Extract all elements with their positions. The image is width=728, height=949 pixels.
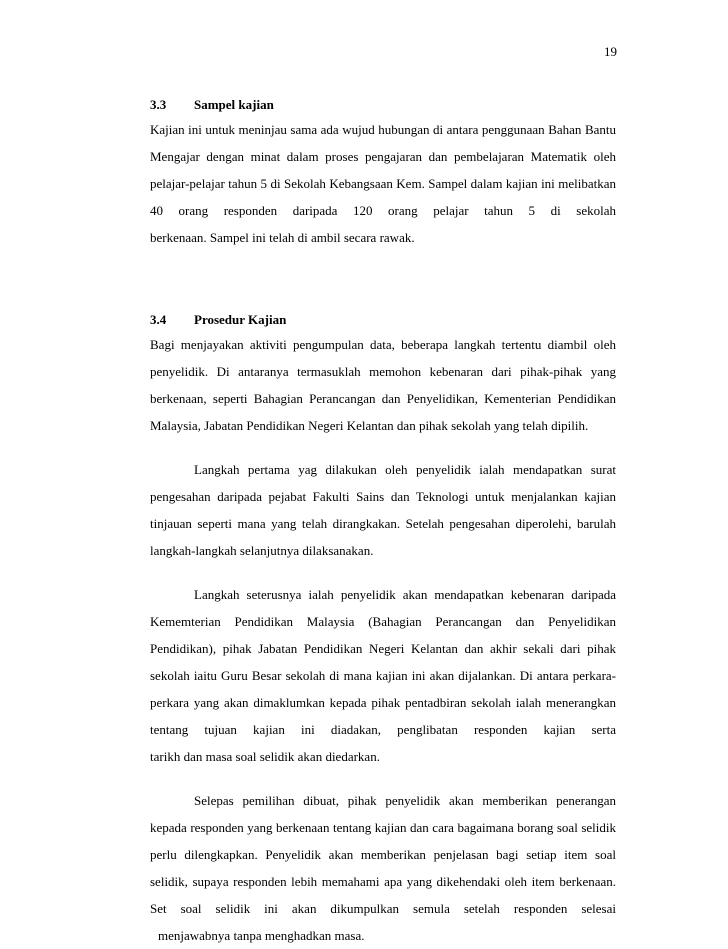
section-heading-3-4 xyxy=(150,309,616,331)
section-number: 3.4 xyxy=(150,312,167,327)
paragraph-langkah-seterusnya xyxy=(150,581,616,770)
section-heading-3-3 xyxy=(150,94,616,116)
text-line: selidik perlu dilengkapkan. Penyelidik akan memberikan penjelasan bagi setiap item xyxy=(150,820,616,862)
section-title: Sampel kajian xyxy=(194,97,274,112)
text-line: Bagi menjayakan aktiviti pengumpulan data, beberapa langkah tertentu diambil oleh xyxy=(150,337,616,352)
text-line: Bantu Mengajar dengan minat dalam proses pengajaran dan pembelajaran Matematik xyxy=(150,122,616,164)
text-line: langkah-langkah selanjutnya dilaksanakan. xyxy=(150,543,374,558)
text-line: Pendidikan), pihak Jabatan Pendidikan Negeri Kelantan dan akhir sekali dari pihak xyxy=(150,641,616,656)
text-line: berkenaan. Set soal selidik ini akan dikumpulkan semula setelah responden selesai xyxy=(150,874,617,916)
document-body xyxy=(150,94,616,949)
text-line: Langkah pertama yag dilakukan oleh penyelidik ialah mendapatkan surat xyxy=(194,462,616,477)
section-title: Prosedur Kajian xyxy=(194,312,287,327)
text-line: oleh pelajar-pelajar tahun 5 di Sekolah Kebangsaan Kem. Sampel dalam kajian ini xyxy=(150,149,617,191)
paragraph-selepas-pemilihan xyxy=(150,787,616,949)
text-line: soal selidik, supaya responden lebih memahami apa yang dikehendaki oleh item xyxy=(150,847,616,889)
text-line: Langkah seterusnya ialah penyelidik akan mendapatkan kebenaran daripada xyxy=(194,587,616,602)
text-line: tinjauan seperti mana yang telah dirangkakan. Setelah pengesahan diperolehi, barulah xyxy=(150,516,616,531)
paragraph-prosedur-intro xyxy=(150,331,616,439)
text-line: Kajian ini untuk meninjau sama ada wujud hubungan di antara penggunaan Bahan xyxy=(150,122,582,137)
text-line: perkara-perkara yang akan dimaklumkan kepada pihak pentadbiran sekolah ialah xyxy=(150,668,617,710)
paragraph-langkah-pertama xyxy=(150,456,616,564)
text-line: melibatkan 40 orang responden daripada 120 orang pelajar tahun 5 di sekolah xyxy=(150,176,616,218)
text-line: penyelidik. Di antaranya termasuklah memohon kebenaran dari pihak-pihak yang xyxy=(150,364,616,379)
text-line: Selepas pemilihan dibuat, pihak penyelidik akan memberikan penerangan xyxy=(194,793,616,808)
text-line: Kememterian Pendidikan Malaysia (Bahagian Perancangan dan Penyelidikan xyxy=(150,614,616,629)
section-number: 3.3 xyxy=(150,97,167,112)
text-line: kepada responden yang berkenaan tentang kajian dan cara bagaimana borang soal xyxy=(150,820,578,835)
text-line: tarikh dan masa soal selidik akan diedarkan. xyxy=(150,749,380,764)
paragraph-sampel xyxy=(150,116,616,251)
text-line: berkenaan. Sampel ini telah di ambil secara rawak. xyxy=(150,230,415,245)
text-line: Malaysia, Jabatan Pendidikan Negeri Kelantan dan pihak sekolah yang telah dipilih. xyxy=(150,418,589,433)
text-line: menjawabnya tanpa menghadkan masa. xyxy=(158,928,365,943)
page-number: 19 xyxy=(604,44,617,59)
text-line: pengesahan daripada pejabat Fakulti Sains dan Teknologi untuk menjalankan kajian xyxy=(150,489,616,504)
text-line: berkenaan, seperti Bahagian Perancangan dan Penyelidikan, Kementerian Pendidikan xyxy=(150,391,616,406)
text-line: sekolah iaitu Guru Besar sekolah di mana kajian ini akan dijalankan. Di antara xyxy=(150,668,569,683)
text-line: menerangkan tentang tujuan kajian ini diadakan, penglibatan responden kajian serta xyxy=(150,695,617,737)
